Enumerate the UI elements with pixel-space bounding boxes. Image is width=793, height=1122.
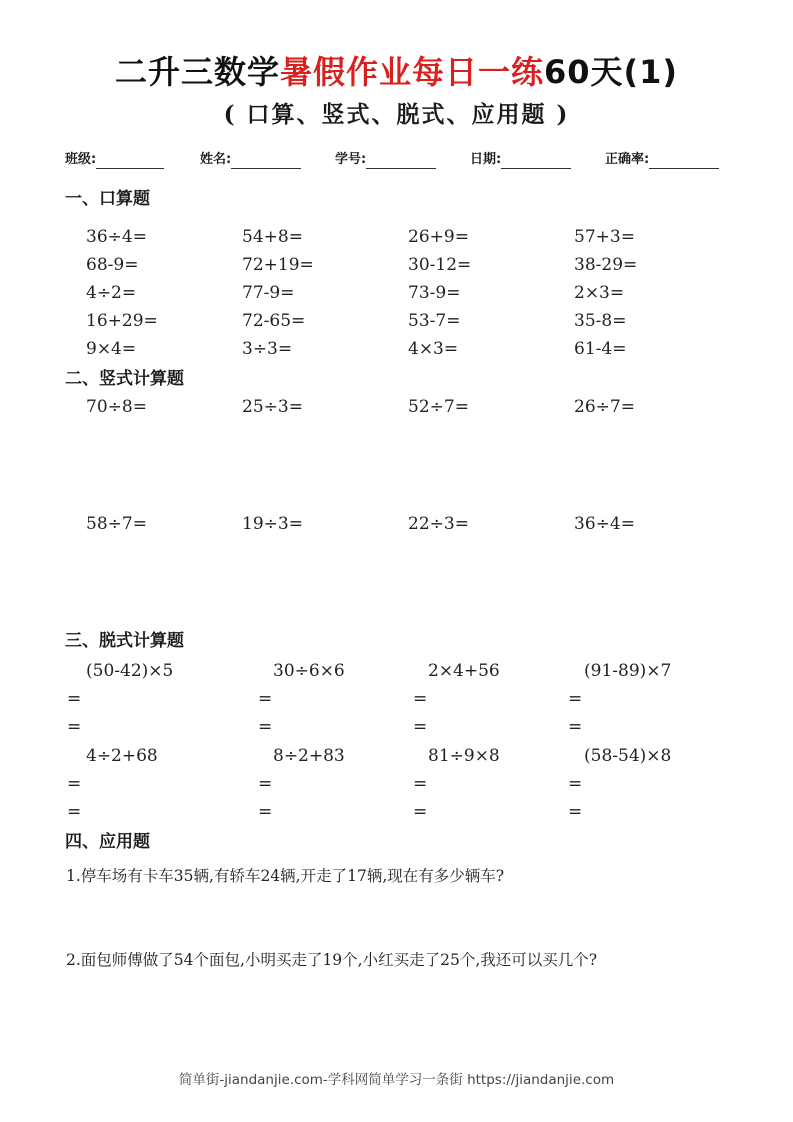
equals-line: = [67,717,82,737]
section-title-stepwise: 三、脱式计算题 [65,631,184,651]
stepwise-problem: (50-42)×5 [86,661,174,681]
vertical-problem: 58÷7= [86,514,147,534]
equals-line: = [568,689,583,709]
vertical-problem: 25÷3= [242,397,303,417]
stepwise-problem: 4÷2+68 [86,746,158,766]
info-student-id-label: 学号: [335,152,367,167]
stepwise-problem: 8÷2+83 [273,746,345,766]
oral-problem: 38-29= [574,255,638,275]
oral-problem: 57+3= [574,227,635,247]
equals-line: = [67,774,82,794]
equals-line: = [568,774,583,794]
equals-line: = [413,717,428,737]
oral-problem: 68-9= [86,255,139,275]
word-problem: 2.面包师傅做了54个面包,小明买走了19个,小红买走了25个,我还可以买几个? [66,951,598,969]
equals-line: = [67,689,82,709]
oral-problem: 26+9= [408,227,469,247]
info-student-id-blank[interactable] [366,154,436,169]
equals-line: = [568,717,583,737]
equals-line: = [258,802,273,822]
equals-line: = [258,717,273,737]
info-name-blank[interactable] [231,154,301,169]
stepwise-problem: 2×4+56 [428,661,500,681]
oral-problem: 4×3= [408,339,459,359]
section-title-oral: 一、口算题 [65,189,150,209]
oral-problem: 30-12= [408,255,472,275]
equals-line: = [413,774,428,794]
oral-problem: 77-9= [242,283,295,303]
oral-problem: 54+8= [242,227,303,247]
word-problem: 1.停车场有卡车35辆,有轿车24辆,开走了17辆,现在有多少辆车? [66,867,505,885]
info-student-id [335,151,436,169]
oral-problem: 61-4= [574,339,627,359]
title-suffix: 60天(1) [543,53,679,91]
equals-line: = [413,802,428,822]
oral-problem: 16+29= [86,311,158,331]
info-accuracy-label: 正确率: [605,152,650,167]
info-class-blank[interactable] [96,154,164,169]
info-date-label: 日期: [470,152,502,167]
title-prefix: 二升三数学 [114,53,280,91]
info-accuracy-blank[interactable] [649,154,719,169]
oral-problem: 3÷3= [242,339,293,359]
stepwise-problem: 30÷6×6 [273,661,345,681]
oral-problem: 4÷2= [86,283,137,303]
section-title-vertical: 二、竖式计算题 [65,369,184,389]
info-class [65,151,164,169]
vertical-problem: 52÷7= [408,397,469,417]
oral-problem: 72-65= [242,311,306,331]
equals-line: = [258,689,273,709]
oral-problem: 73-9= [408,283,461,303]
stepwise-problem: (91-89)×7 [584,661,672,681]
equals-line: = [568,802,583,822]
stepwise-problem: (58-54)×8 [584,746,672,766]
title-highlight: 暑假作业每日一练 [279,53,544,91]
oral-problem: 72+19= [242,255,314,275]
vertical-problem: 26÷7= [574,397,635,417]
info-class-label: 班级: [65,152,97,167]
page-title [0,52,793,92]
vertical-problem: 22÷3= [408,514,469,534]
info-name [200,151,301,169]
oral-problem: 35-8= [574,311,627,331]
info-accuracy [605,151,719,169]
oral-problem: 36÷4= [86,227,147,247]
equals-line: = [258,774,273,794]
vertical-problem: 36÷4= [574,514,635,534]
equals-line: = [413,689,428,709]
info-name-label: 姓名: [200,152,232,167]
vertical-problem: 19÷3= [242,514,303,534]
vertical-problem: 70÷8= [86,397,147,417]
oral-problem: 2×3= [574,283,625,303]
oral-problem: 53-7= [408,311,461,331]
page-subtitle: ( 口算、竖式、脱式、应用题 ) [223,101,570,128]
stepwise-problem: 81÷9×8 [428,746,500,766]
info-date-blank[interactable] [501,154,571,169]
info-date [470,151,571,169]
equals-line: = [67,802,82,822]
page-footer: 简单街-jiandanjie.com-学科网简单学习一条街 https://jiandanjie.com [178,1072,615,1088]
section-title-word: 四、应用题 [65,832,150,852]
oral-problem: 9×4= [86,339,137,359]
